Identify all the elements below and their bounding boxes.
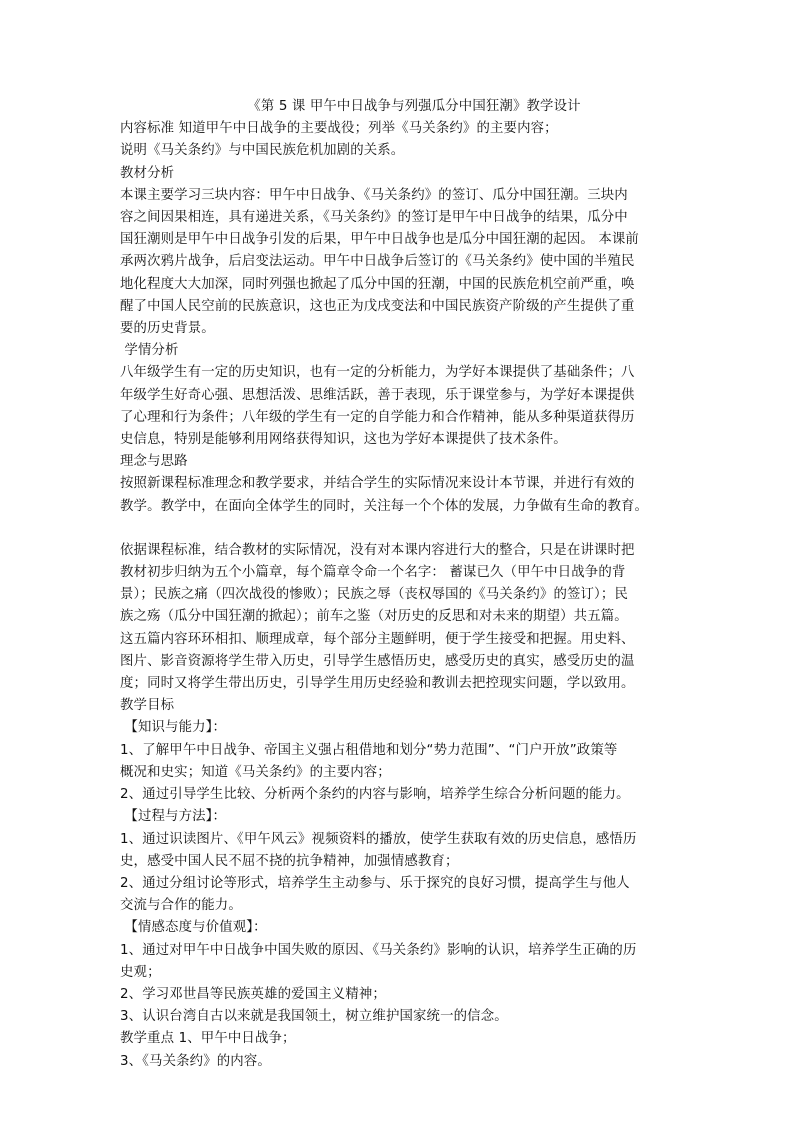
text-line: 地化程度大大加深，同时列强也掀起了瓜分中国的狂潮，中国的民族危机空前严重，唤: [120, 276, 635, 292]
text-line: 年级学生好奇心强、思想活泼、思维活跃，善于表现，乐于课堂参与，为学好本课提供: [120, 387, 635, 403]
text-line: 内容标准 知道甲午中日战争的主要战役；列举《马关条约》的主要内容；: [120, 121, 558, 137]
blank-line: [120, 518, 680, 540]
text-line: 史观；: [120, 964, 161, 980]
text-line: 这五篇内容环环相扣、顺理成章，每个部分主题鲜明，便于学生接受和把握。用史料、: [120, 631, 635, 647]
text-line: 3、认识台湾自古以来就是我国领土，树立维护国家统一的信念。: [120, 1009, 508, 1025]
text-line: 说明《马关条约》与中国民族危机加剧的关系。: [120, 143, 405, 159]
text-line: 景）；民族之痛（四次战役的惨败）；民族之辱（丧权辱国的《马关条约》的签订）；民: [120, 587, 628, 603]
text-line: 【情感态度与价值观】：: [120, 920, 267, 936]
text-line: 了心理和行为条件；八年级的学生有一定的自学能力和合作精神，能从多种渠道获得历: [120, 409, 635, 425]
text-line: 史信息，特别是能够利用网络获得知识，这也为学好本课提供了技术条件。: [120, 432, 567, 448]
text-line: 理念与思路: [120, 454, 188, 470]
text-line: 【过程与方法】：: [120, 809, 227, 825]
text-line: 1、了解甲午中日战争、帝国主义强占租借地和划分“势力范围”、“门户开放”政策等: [120, 742, 618, 758]
text-line: 概况和史实；知道《马关条约》的主要内容；: [120, 764, 391, 780]
text-line: 族之殇（瓜分中国狂潮的掀起）；前车之鉴（对历史的反思和对未来的期望）共五篇。: [120, 609, 628, 625]
text-line: 交流与合作的能力。: [120, 898, 242, 914]
text-line: 八年级学生有一定的历史知识，也有一定的分析能力，为学好本课提供了基础条件；八: [120, 365, 635, 381]
text-line: 3、《马关条约》的内容。: [120, 1053, 271, 1069]
text-line: 1、通过对甲午中日战争中国失败的原因、《马关条约》影响的认识，培养学生正确的历: [120, 942, 637, 958]
text-line: 【知识与能力】：: [120, 720, 227, 736]
text-line: 本课主要学习三块内容：甲午中日战争、《马关条约》的签订、瓜分中国狂潮。三块内: [120, 187, 628, 203]
text-line: 教学重点 1、甲午中日战争；: [120, 1031, 296, 1047]
text-line: 承两次鸦片战争，后启变法运动。甲午中日战争后签订的《马关条约》使中国的半殖民: [120, 254, 635, 270]
text-line: 学情分析: [120, 343, 179, 359]
text-line: 2、通过分组讨论等形式，培养学生主动参与、乐于探究的良好习惯，提高学生与他人: [120, 875, 630, 891]
text-line: 史，感受中国人民不屈不挠的抗争精神，加强情感教育；: [120, 853, 459, 869]
document-body: [120, 118, 680, 1073]
text-line: 容之间因果相连，具有递进关系，《马关条约》的签订是甲午中日战争的结果，瓜分中: [120, 210, 628, 226]
text-line: 教材初步归纳为五个小篇章，每个篇章令命一个名字： 蓄谋已久（甲午中日战争的背: [120, 565, 626, 581]
document-title: 《第 5 课 甲午中日战争与列强瓜分中国狂潮》教学设计: [247, 99, 581, 114]
text-line: 教学目标: [120, 698, 175, 714]
text-line: 度；同时又将学生带出历史，引导学生用历史经验和教训去把控现实问题，学以致用。: [120, 676, 635, 692]
text-line: 醒了中国人民空前的民族意识，这也正为戊戌变法和中国民族资产阶级的产生提供了重: [120, 298, 635, 314]
text-line: 图片、影音资源将学生带入历史，引导学生感悟历史，感受历史的真实，感受历史的温: [120, 653, 635, 669]
text-line: 教学。教学中，在面向全体学生的同时，关注每一个个体的发展，力争做有生命的教育。: [120, 498, 649, 514]
text-line: 2、学习邓世昌等民族英雄的爱国主义精神；: [120, 986, 386, 1002]
text-line: 按照新课程标准理念和教学要求，并结合学生的实际情况来设计本节课，并进行有效的: [120, 476, 635, 492]
text-line: 国狂潮则是甲午中日战争引发的后果，甲午中日战争也是瓜分中国狂潮的起因。 本课前: [120, 232, 639, 248]
text-line: 教材分析: [120, 165, 175, 181]
text-line: 1、通过识读图片、《甲午风云》视频资料的播放，使学生获取有效的历史信息，感悟历: [120, 831, 637, 847]
text-line: 要的历史背景。: [120, 321, 215, 337]
text-line: 依据课程标准，结合教材的实际情况，没有对本课内容进行大的整合，只是在讲课时把: [120, 542, 635, 558]
text-line: 2、通过引导学生比较、分析两个条约的内容与影响，培养学生综合分析问题的能力。: [120, 787, 630, 803]
document-page: [120, 96, 680, 1073]
